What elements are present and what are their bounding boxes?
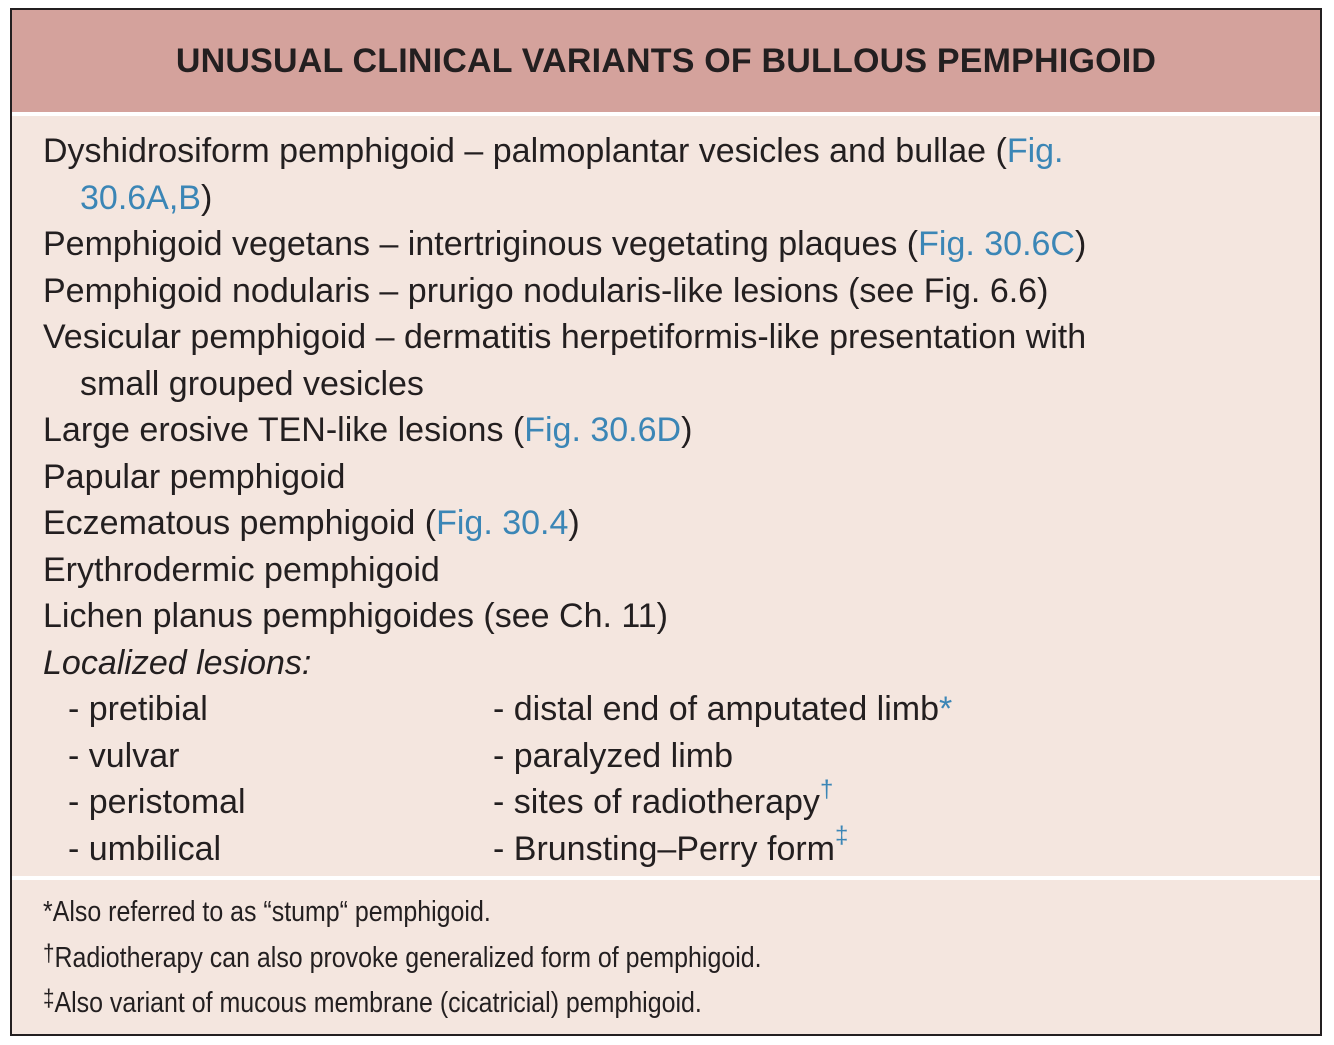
- site-text: - Brunsting–Perry form: [493, 829, 835, 868]
- list-item: [43, 407, 1303, 454]
- list-item: Papular pemphigoid: [43, 457, 346, 496]
- list-item: Pemphigoid nodularis – prurigo nodularis-like lesions (see Fig. 6.6): [43, 271, 1049, 310]
- item-text: Large erosive TEN-like lesions (: [43, 411, 525, 449]
- item-text: ): [681, 411, 693, 449]
- list-item-continuation: [43, 175, 1303, 222]
- figure-link[interactable]: 30.6A,B: [80, 178, 201, 217]
- list-item-continuation: small grouped vesicles: [80, 364, 424, 403]
- localized-site: [493, 822, 849, 873]
- footnote: [43, 981, 1127, 1027]
- list-item: Lichen planus pemphigoides (see Ch. 11): [43, 597, 668, 635]
- figure-link[interactable]: Fig. 30.6D: [524, 411, 682, 449]
- footnotes: [43, 890, 1303, 1027]
- site-text: - paralyzed limb: [493, 736, 733, 775]
- localized-site: [493, 775, 834, 826]
- list-item: [43, 128, 1303, 175]
- list-item: [43, 221, 1303, 268]
- footnote-symbol: †: [43, 939, 55, 967]
- footnote: [43, 936, 1127, 982]
- variants-list: [43, 128, 1303, 872]
- item-text: ): [200, 178, 213, 217]
- figure-link[interactable]: Fig.: [1006, 132, 1064, 170]
- item-text: Pemphigoid vegetans – intertriginous vegetating plaques (: [43, 225, 919, 263]
- figure-link[interactable]: Fig. 30.4: [436, 504, 569, 542]
- list-item: Vesicular pemphigoid – dermatitis herpetiformis-like presentation with: [43, 318, 1087, 356]
- localized-site: - pretibial: [68, 690, 208, 728]
- localized-site: - umbilical: [68, 829, 222, 868]
- footnote-mark[interactable]: ‡: [835, 822, 849, 850]
- site-text: - distal end of amputated limb: [493, 690, 940, 728]
- footnote-text: Radiotherapy can also provoke generalized form of pemphigoid.: [54, 941, 762, 974]
- footnote-text: Also variant of mucous membrane (cicatricial) pemphigoid.: [54, 987, 702, 1019]
- divider: [12, 112, 1320, 116]
- list-item: [43, 500, 1303, 547]
- site-text: - sites of radiotherapy: [493, 783, 820, 821]
- list-item: Erythrodermic pemphigoid: [43, 550, 440, 589]
- item-text: Eczematous pemphigoid (: [43, 504, 437, 542]
- variants-table: [10, 8, 1322, 1036]
- localized-site: - vulvar: [68, 736, 180, 775]
- footnote-text: Also referred to as “stump“ pemphigoid.: [52, 896, 491, 928]
- item-text: ): [568, 504, 580, 542]
- footnote-mark[interactable]: †: [819, 775, 834, 803]
- localized-heading: Localized lesions:: [43, 643, 312, 682]
- localized-row: [43, 686, 1303, 733]
- divider: [12, 876, 1320, 880]
- item-text: ): [1074, 225, 1087, 263]
- localized-site: [493, 733, 733, 780]
- item-text: Dyshidrosiform pemphigoid – palmoplantar vesicles and bullae (: [43, 132, 1007, 170]
- footnote: [43, 890, 1127, 936]
- figure-link[interactable]: Fig. 30.6C: [918, 225, 1075, 263]
- localized-row: [43, 733, 1303, 780]
- table-title: UNUSUAL CLINICAL VARIANTS OF BULLOUS PEMPHIGOID: [12, 10, 1320, 112]
- localized-site: [493, 686, 952, 733]
- localized-row: [43, 775, 1303, 826]
- footnote-mark[interactable]: *: [939, 690, 953, 728]
- localized-row: [43, 822, 1303, 873]
- footnote-symbol: ‡: [43, 985, 55, 1012]
- localized-site: - peristomal: [68, 783, 246, 821]
- footnote-symbol: *: [43, 896, 53, 928]
